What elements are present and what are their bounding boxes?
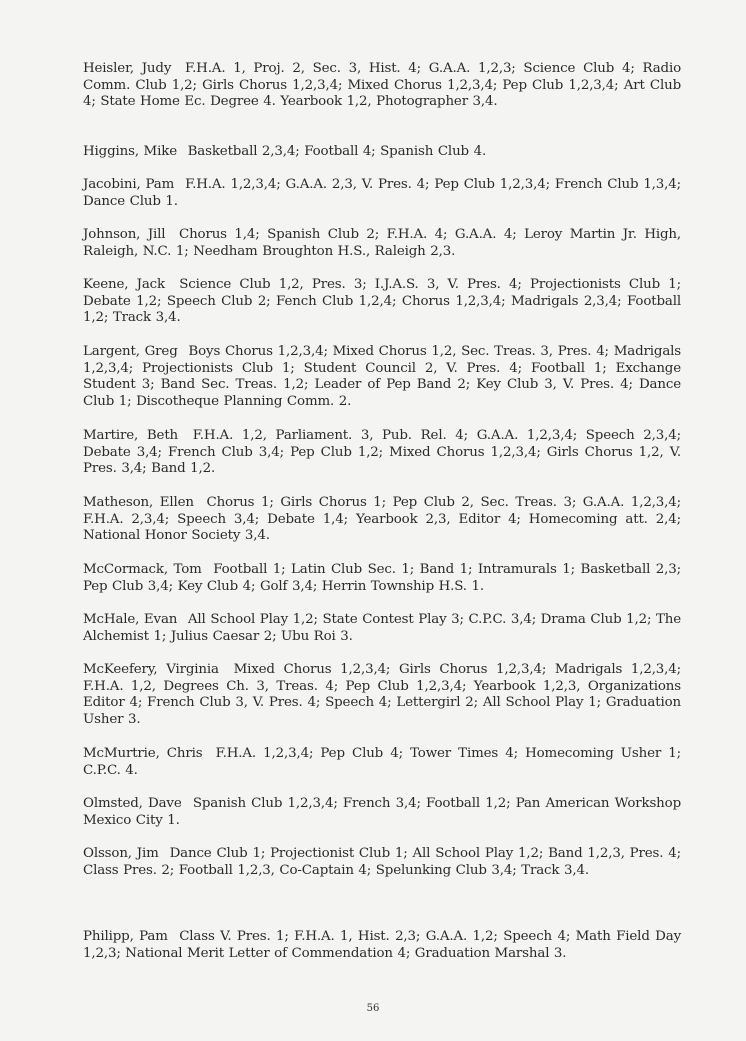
entry-heisler-judy <box>83 61 681 111</box>
student-name: Largent, Greg <box>83 344 178 359</box>
entry-mccormack-tom <box>83 562 681 595</box>
student-name: Olmsted, Dave <box>83 796 182 811</box>
student-activities: F.H.A. 1, Proj. 2, Sec. 3, Hist. 4; G.A.A. 1,2,3; Science Club 4; Radio Comm. Club 1,2; Girls Chorus 1,2,3,4; Mixed Chorus 1,2,3,4; Pep Club 1,2,3,4; Art Club 4; State Home Ec. Degree 4. Yearbook 1,2, Photographer 3,4. <box>83 61 681 110</box>
entry-largent-greg <box>83 344 681 411</box>
entry-mchale-evan <box>83 612 681 645</box>
entry-martire-beth <box>83 428 681 478</box>
entry-matheson-ellen <box>83 495 681 545</box>
entry-olsson-jim <box>83 846 681 879</box>
student-name: McMurtrie, Chris <box>83 746 203 761</box>
entry-philipp-pam <box>83 929 681 962</box>
student-activities: Chorus 1,4; Spanish Club 2; F.H.A. 4; G.A.A. 4; Leroy Martin Jr. High, Raleigh, N.C. 1; Needham Broughton H.S., Raleigh 2,3. <box>83 227 681 259</box>
entry-olmsted-dave <box>83 796 681 829</box>
student-activities: Football 1; Latin Club Sec. 1; Band 1; Intramurals 1; Basketball 2,3; Pep Club 3,4; Key Club 4; Golf 3,4; Herrin Township H.S. 1. <box>83 562 681 594</box>
student-activities: Boys Chorus 1,2,3,4; Mixed Chorus 1,2, Sec. Treas. 3, Pres. 4; Madrigals 1,2,3,4; Projectionists Club 1; Student Council 2, V. Pres. 4; Football 1; Exchange Student 3; Band Sec. Treas. 1,2; Leader of Pep Band 2; Key Club 3, V. Pres. 4; Dance Club 1; Discotheque Planning Comm. 2. <box>83 344 682 410</box>
student-activities: Basketball 2,3,4; Football 4; Spanish Club 4. <box>187 144 487 159</box>
student-name: Martire, Beth <box>83 428 179 443</box>
student-name: McCormack, Tom <box>83 562 202 577</box>
entry-mcmurtrie-chris <box>83 746 681 779</box>
entry-keene-jack <box>83 277 681 327</box>
student-activities: Spanish Club 1,2,3,4; French 3,4; Football 1,2; Pan American Workshop Mexico City 1. <box>83 796 681 828</box>
student-activities: F.H.A. 1,2, Parliament. 3, Pub. Rel. 4; G.A.A. 1,2,3,4; Speech 2,3,4; Debate 3,4; French Club 3,4; Pep Club 1,2; Mixed Chorus 1,2,3,4; Girls Chorus 1,2, V. Pres. 3,4; Band 1,2. <box>83 428 681 477</box>
page-number: 56 <box>366 1003 380 1014</box>
entry-higgins-mike <box>83 144 681 161</box>
entry-johnson-jill <box>83 227 681 260</box>
student-name: Jacobini, Pam <box>83 177 175 192</box>
student-name: Olsson, Jim <box>83 846 159 861</box>
student-name: Higgins, Mike <box>83 144 177 159</box>
student-name: Heisler, Judy <box>83 61 172 76</box>
student-activities: Chorus 1; Girls Chorus 1; Pep Club 2, Sec. Treas. 3; G.A.A. 1,2,3,4; F.H.A. 2,3,4; Speech 3,4; Debate 1,4; Yearbook 2,3, Editor 4; Homecoming att. 2,4; National Honor Society 3,4. <box>83 495 682 544</box>
student-activities: F.H.A. 1,2,3,4; Pep Club 4; Tower Times 4; Homecoming Usher 1; C.P.C. 4. <box>83 746 681 778</box>
student-name: Johnson, Jill <box>83 227 166 242</box>
student-activities: F.H.A. 1,2,3,4; G.A.A. 2,3, V. Pres. 4; Pep Club 1,2,3,4; French Club 1,3,4; Dance Club 1. <box>83 177 681 209</box>
student-activities: Class V. Pres. 1; F.H.A. 1, Hist. 2,3; G.A.A. 1,2; Speech 4; Math Field Day 1,2,3; National Merit Letter of Commendation 4; Graduation Marshal 3. <box>83 929 682 961</box>
entry-jacobini-pam <box>83 177 681 210</box>
student-activities: Dance Club 1; Projectionist Club 1; All School Play 1,2; Band 1,2,3, Pres. 4; Class Pres. 2; Football 1,2,3, Co-Captain 4; Spelunking Club 3,4; Track 3,4. <box>83 846 681 878</box>
student-activities: Mixed Chorus 1,2,3,4; Girls Chorus 1,2,3,4; Madrigals 1,2,3,4; F.H.A. 1,2, Degrees Ch. 3, Treas. 4; Pep Club 1,2,3,4; Yearbook 1,2,3, Organizations Editor 4; French Club 3, V. Pres. 4; Speech 4; Lettergirl 2; All School Play 1; Graduation Usher 3. <box>83 662 682 728</box>
student-name: McKeefery, Virginia <box>83 662 219 677</box>
student-activities: All School Play 1,2; State Contest Play 3; C.P.C. 3,4; Drama Club 1,2; The Alchemist 1; Julius Caesar 2; Ubu Roi 3. <box>83 612 681 644</box>
entry-mckeefery-virginia <box>83 662 681 729</box>
student-activities: Science Club 1,2, Pres. 3; I.J.A.S. 3, V. Pres. 4; Projectionists Club 1; Debate 1,2; Speech Club 2; Fench Club 1,2,4; Chorus 1,2,3,4; Madrigals 2,3,4; Football 1,2; Track 3,4. <box>83 277 681 326</box>
student-name: Matheson, Ellen <box>83 495 194 510</box>
student-name: McHale, Evan <box>83 612 178 627</box>
student-name: Philipp, Pam <box>83 929 168 944</box>
student-name: Keene, Jack <box>83 277 165 292</box>
